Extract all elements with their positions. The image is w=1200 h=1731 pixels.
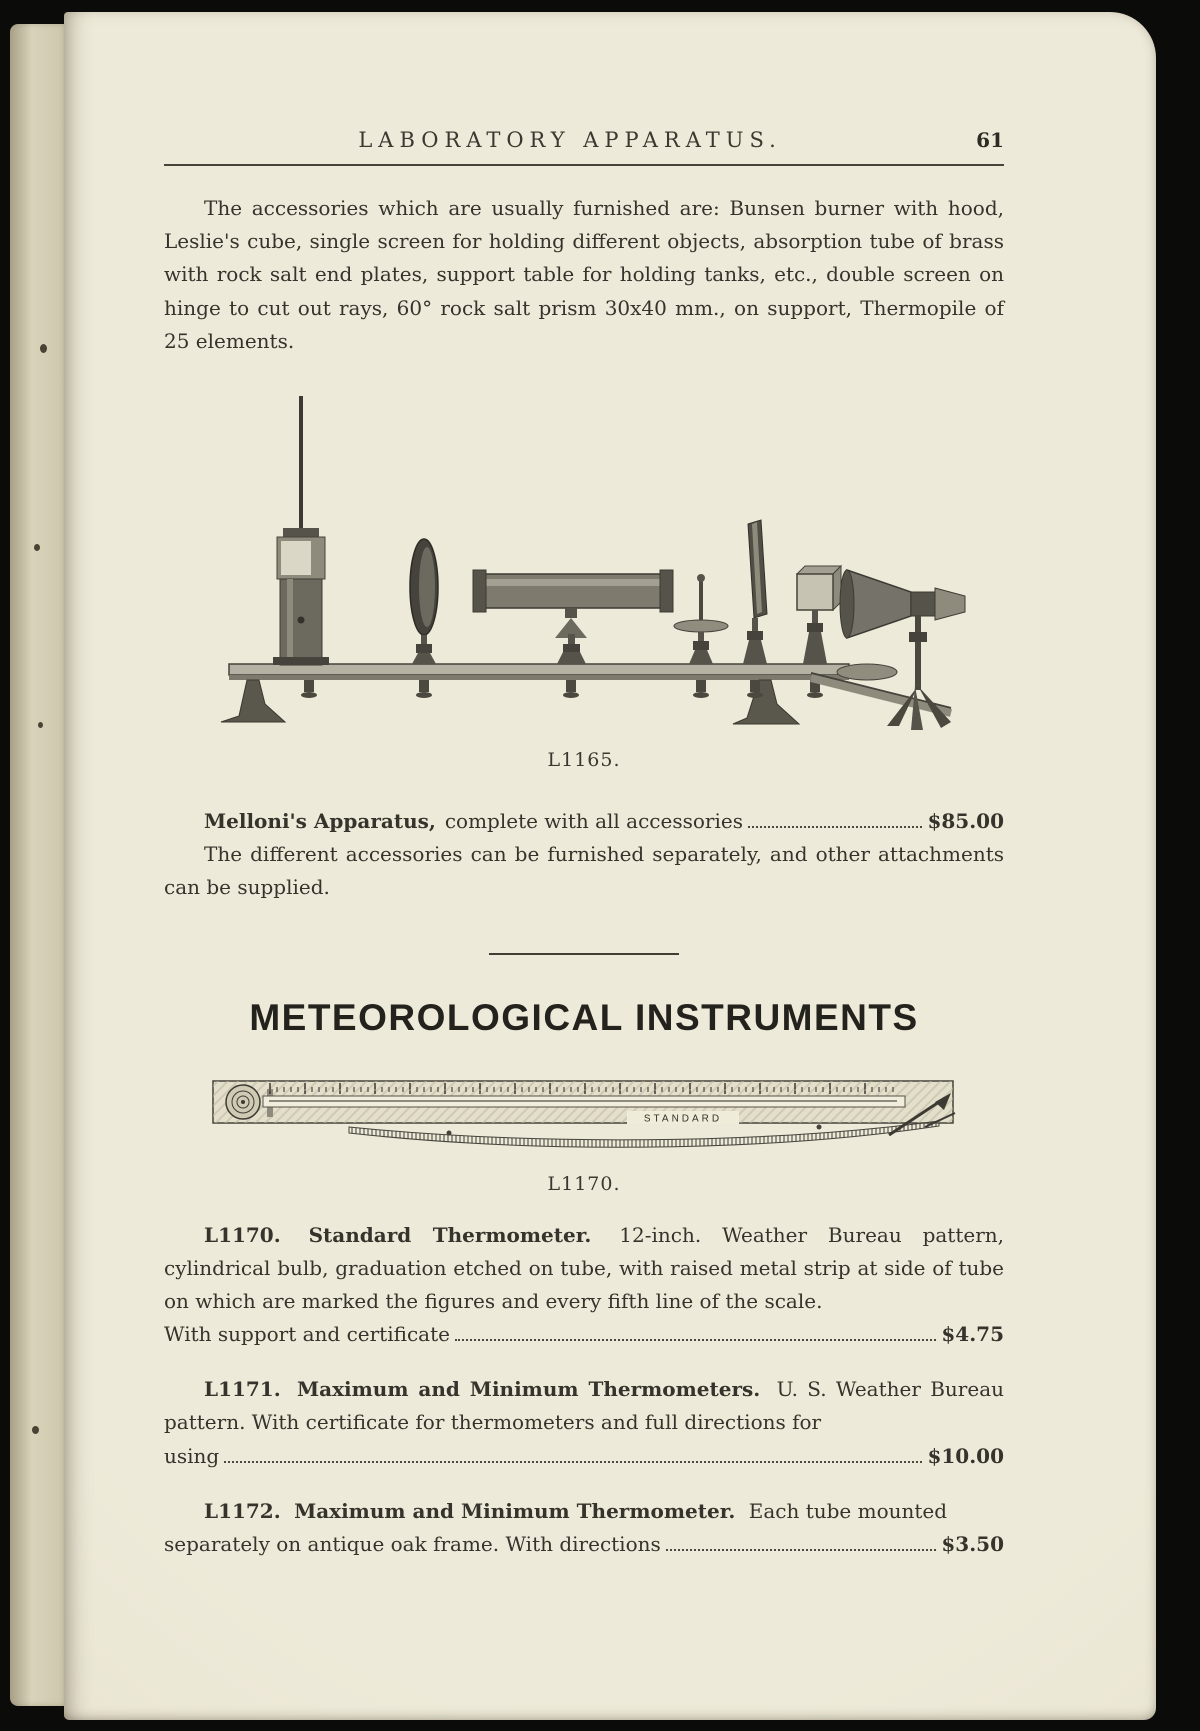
melloni-apparatus-illustration [199, 382, 969, 737]
binding-speck [38, 722, 43, 728]
item-body: Each tube mounted [748, 1498, 948, 1523]
catalog-item-l1172 [164, 1495, 1004, 1561]
absorption-tube [473, 570, 673, 664]
item-last-line: using [164, 1443, 220, 1468]
item-body: U. S. Weather Bureau pattern. With certificate for thermometers and full directions for [164, 1377, 1004, 1435]
item-name: Standard Thermometer. [308, 1222, 592, 1247]
item-name: Maximum and Minimum Thermometers. [297, 1377, 761, 1402]
page-number: 61 [976, 128, 1004, 152]
item-last-line: With support and certificate [164, 1322, 450, 1347]
running-title: LABORATORY APPARATUS. [358, 128, 782, 152]
standard-label-band [627, 1111, 739, 1125]
leslie-cube [797, 566, 841, 664]
item-price-line [164, 1318, 1004, 1351]
section-title: METEOROLOGICAL INSTRUMENTS [249, 996, 919, 1038]
page-header [164, 128, 1004, 166]
item-price: $10.00 [927, 1443, 1004, 1468]
item-lead [164, 1495, 1004, 1528]
item-price-line [164, 1528, 1004, 1561]
standard-thermometer-illustration [199, 1069, 969, 1161]
melloni-apparatus-figure [164, 382, 1004, 771]
melloni-note: The different accessories can be furnished separately, and other attachments can be supplied. [164, 842, 1004, 900]
thermometer-scale [269, 1083, 899, 1094]
thermometer-bulb [226, 1085, 260, 1119]
binding-speck [40, 344, 47, 353]
page-content [64, 12, 1156, 1561]
standard-label: STANDARD [643, 1113, 723, 1124]
standard-thermometer-figure [164, 1069, 1004, 1195]
catalog-page [64, 12, 1156, 1720]
item-code: L1170. [204, 1222, 281, 1247]
disc-screen [410, 539, 438, 664]
catalog-item-l1170 [164, 1219, 1004, 1352]
item-name: Maximum and Minimum Thermometer. [294, 1498, 736, 1523]
dot-leader [455, 1337, 936, 1341]
item-code: L1171. [204, 1377, 281, 1402]
dot-leader [666, 1547, 937, 1551]
binding-speck [34, 544, 40, 551]
dot-leader [748, 824, 923, 828]
figure1-caption: L1165. [547, 748, 621, 771]
melloni-name: Melloni's Apparatus, [204, 808, 436, 833]
melloni-desc: complete with all accessories [444, 808, 743, 833]
round-table [837, 664, 897, 680]
catalog-item-l1171 [164, 1373, 1004, 1473]
item-lead [164, 1373, 1004, 1439]
item-lead [164, 1219, 1004, 1319]
item-code: L1172. [204, 1498, 281, 1523]
rail-screws [301, 680, 823, 698]
dot-leader [224, 1459, 922, 1463]
lamp-burner [273, 396, 329, 665]
item-price: $4.75 [941, 1322, 1004, 1347]
item-price: $3.50 [941, 1532, 1004, 1556]
binding-speck [32, 1426, 39, 1434]
item-body: 12-inch. Weather Bureau pattern, cylindrical bulb, graduation etched on tube, with raised metal strip at side of tube on which are marked the figures and every fifth line of the scale. [164, 1222, 1005, 1313]
section-divider [489, 953, 679, 955]
figure2-caption: L1170. [547, 1172, 621, 1195]
melloni-price: $85.00 [927, 808, 1004, 833]
support-table [674, 574, 728, 664]
screen-plate [743, 520, 767, 664]
melloni-price-line [164, 805, 1004, 838]
catalog-items [164, 1219, 1004, 1562]
engraved-band [349, 1121, 939, 1147]
item-last-line: separately on antique oak frame. With directions [164, 1532, 661, 1556]
facing-page-edge [10, 24, 72, 1706]
intro-paragraph: The accessories which are usually furnished are: Bunsen burner with hood, Leslie's cube, single screen for holding different objects, absorption tube of brass with rock salt end plates, support table for holding tanks, etc., double screen on hinge to cut out rays, 60° rock salt prism 30x40 mm., on support, Thermopile of 25 elements. [164, 196, 1004, 353]
item-price-line [164, 1440, 1004, 1473]
